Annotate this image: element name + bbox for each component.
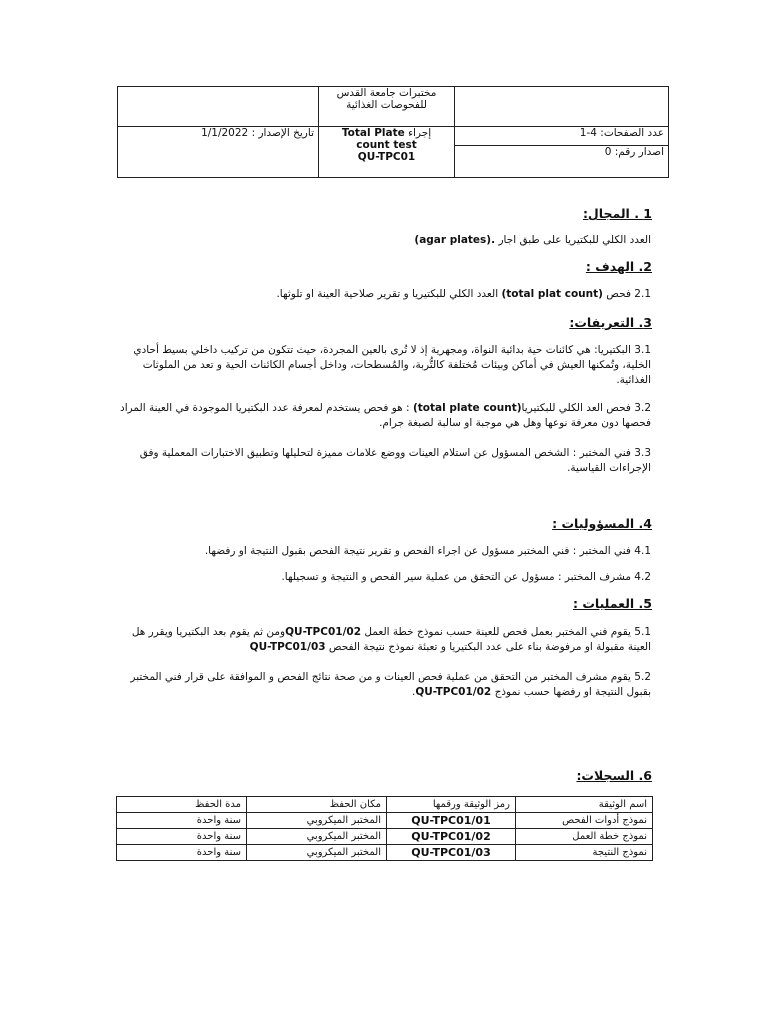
- table-row: [117, 829, 653, 845]
- objective-item-1-en: (total plat count): [501, 288, 603, 300]
- column-header: مدة الحفظ: [117, 797, 247, 813]
- version-number: اصدار رقم: 0: [604, 146, 664, 158]
- procedure-cell: [319, 127, 455, 178]
- procedure-code: QU-TPC01: [357, 151, 416, 163]
- record-code: QU-TPC01/03: [387, 845, 516, 861]
- responsibility-item-2: 4.2 مشرف المختبر : مسؤول عن التحقق من عملية سير الفحص و النتيجة و تسجيلها.: [281, 571, 651, 583]
- operation-1-code-a: QU-TPC01/02: [285, 626, 362, 638]
- operation-1-code-b: QU-TPC01/03: [249, 641, 326, 653]
- responsibility-item-1: 4.1 فني المختبر : فني المختبر مسؤول عن اجراء الفحص و تقرير نتيجة الفحص بقبول النتيجة او رفضها.: [204, 545, 651, 557]
- issue-date: تاريخ الإصدار : 1/1/2022: [201, 127, 314, 139]
- record-name: نموذج النتيجة: [516, 845, 653, 861]
- definition-2-rest: : هو فحص يستخدم لمعرفة عدد البكتيريا الموجودة في العينة المراد فحصها دون معرفة نوعها وهل هي موجبة او سالبة لصبغة جرام.: [120, 402, 651, 429]
- objective-heading: 2. الهدف :: [585, 259, 652, 274]
- objective-item-1-prefix: 2.1 فحص: [606, 288, 651, 300]
- records-header-row: [117, 797, 653, 813]
- record-code: QU-TPC01/01: [387, 813, 516, 829]
- table-row: [117, 813, 653, 829]
- column-header: مكان الحفظ: [247, 797, 387, 813]
- record-place: المختبر الميكروبي: [247, 845, 387, 861]
- lab-name-line2: للفحوصات الغذائية: [346, 99, 427, 111]
- record-place: المختبر الميكروبي: [247, 813, 387, 829]
- column-header: رمز الوثيقة ورقمها: [387, 797, 516, 813]
- document-header-table: [117, 86, 669, 178]
- responsibilities-heading: 4. المسؤوليات :: [552, 516, 652, 531]
- pages-cell: [455, 127, 669, 146]
- definition-total-plate-count: [116, 401, 651, 431]
- objective-item-1: [276, 287, 651, 302]
- record-name: نموذج أدوات الفحص: [516, 813, 653, 829]
- header-empty-left: [118, 87, 319, 127]
- header-empty-right: [455, 87, 669, 127]
- scope-text: [414, 233, 651, 248]
- page-count: عدد الصفحات: 4-1: [579, 127, 664, 139]
- objective-item-1-rest: العدد الكلي للبكتيريا و تقرير صلاحية العينة او تلوثها.: [276, 288, 499, 300]
- records-table: [116, 796, 653, 861]
- record-place: المختبر الميكروبي: [247, 829, 387, 845]
- definition-lab-technician: 3.3 فني المختبر : الشخص المسؤول عن استلام العينات ووضع علامات مميزة لتحليلها وتطبيق الاختبارات المعملية وفق الإجراءات القياسية.: [139, 447, 651, 474]
- lab-name-cell: [319, 87, 455, 127]
- records-heading: 6. السجلات:: [576, 768, 652, 783]
- issue-date-cell: [118, 127, 319, 178]
- procedure-label: إجراء: [408, 127, 432, 139]
- definition-2-en: (total plate count): [412, 402, 522, 414]
- definition-bacteria: 3.1 البكتيريا: هي كائنات حية بدائية النواة، ومجهرية إذ لا تُرى بالعين المجردة، حيث تتكون من تركيب داخلي بسيط أحادي الخلية، وتُمكنها العيش في أماكن وبيئات مُختلفة كالتُّربة، والمُسطحات، وداخل أجسام الكائنات الحية و تعد من الملوثات الغذائية.: [133, 344, 651, 386]
- column-header: اسم الوثيقة: [516, 797, 653, 813]
- procedure-name-en-2: count test: [356, 139, 417, 151]
- record-code: QU-TPC01/02: [387, 829, 516, 845]
- record-duration: سنة واحدة: [117, 829, 247, 845]
- record-name: نموذج خطة العمل: [516, 829, 653, 845]
- record-duration: سنة واحدة: [117, 845, 247, 861]
- operation-2-prefix: 5.2 يقوم مشرف المختبر من التحقق من عملية فحص العينات و من صحة نتائج الفحص و الموافقة على قرار فني المختبر بقبول النتيجة او رفضها حسب نموذج: [130, 671, 651, 698]
- table-row: [117, 845, 653, 861]
- operation-2-code: QU-TPC01/02: [415, 686, 492, 698]
- operation-1-prefix: 5.1 يقوم فني المختبر بعمل فحص للعينة حسب نموذج خطة العمل: [364, 626, 651, 638]
- operations-heading: 5. العمليات :: [572, 596, 652, 611]
- scope-text-en: (agar plates).: [414, 234, 496, 246]
- definition-2-prefix: 3.2 فحص العد الكلي للبكتيريا: [521, 402, 651, 414]
- lab-name-line1: مختبرات جامعة القدس: [336, 87, 437, 99]
- operation-1-middle: ومن ثم يقوم بعد البكتيريا ويقرر هل العينة مقبولة او مرفوضة بناء على عدد البكتيريا و تعبئة نموذج نتيجة الفحص: [131, 626, 651, 653]
- scope-heading: 1 . المجال:: [582, 206, 652, 221]
- operation-item-1: [116, 625, 651, 655]
- definitions-heading: 3. التعريفات:: [569, 315, 652, 330]
- version-cell: [455, 146, 669, 178]
- scope-text-ar: العدد الكلي للبكتيريا على طبق اجار: [498, 234, 651, 246]
- operation-item-2: 5.2 يقوم مشرف المختبر من التحقق من عملية فحص العينات و من صحة نتائج الفحص و الموافقة على قرار فني المختبر بقبول النتيجة او رفضها حسب نموذج QU-TPC01/02.: [130, 671, 651, 698]
- record-duration: سنة واحدة: [117, 813, 247, 829]
- procedure-name-en-1: Total Plate: [341, 127, 405, 139]
